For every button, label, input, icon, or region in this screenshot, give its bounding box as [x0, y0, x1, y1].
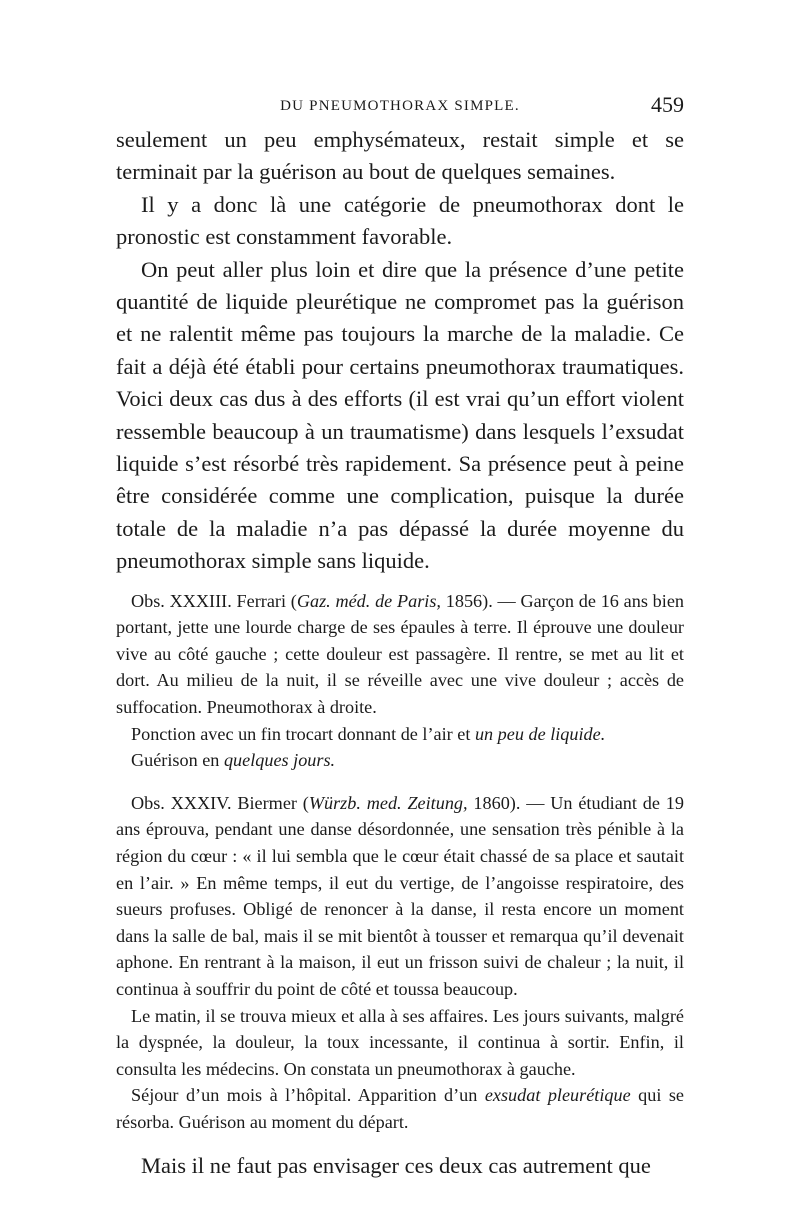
- page-number: 459: [651, 92, 684, 117]
- closing-paragraph: Mais il ne faut pas envisager ces deux cas autrement que: [141, 1152, 651, 1178]
- closing-text: [116, 1150, 684, 1182]
- observation-34-hospital-italic: exsudat pleurétique: [484, 1085, 631, 1106]
- observation-33-body: [116, 588, 684, 721]
- observation-34-morning: Le matin, il se trouva mieux et alla à ses affaires. Les jours suivants, malgré la dyspnée, la douleur, la toux incessante, il continua à sortir. Enfin, il consulta les médecins. On constata un pneumothorax à gauche.: [116, 1005, 684, 1079]
- observation-33-author: Ferrari (: [236, 590, 297, 611]
- observation-33-puncture: [116, 721, 684, 748]
- observation-34-hospital-text: Séjour d’un mois à l’hôpital. Apparition d’un: [131, 1085, 485, 1106]
- observation-33-recovery-italic: quelques jours.: [223, 750, 336, 771]
- observation-33-source: Gaz. méd. de Paris,: [296, 590, 441, 611]
- running-title: DU PNEUMOTHORAX SIMPLE.: [280, 98, 520, 114]
- observation-34-hospital-end: qui se résorba. Guérison au moment du départ.: [116, 1085, 684, 1132]
- observation-34-body: [116, 790, 684, 1003]
- observation-33-recovery: [116, 747, 684, 774]
- paragraph-continued: seulement un peu emphysémateux, restait simple et se terminait par la guérison au bout de quelques semaines.: [116, 127, 684, 185]
- observation-33-recovery-text: Guérison en: [131, 750, 224, 771]
- observation-33-puncture-italic: un peu de liquide.: [474, 723, 606, 744]
- observation-33-label: Obs. XXXIII.: [131, 590, 232, 611]
- observation-34-source: Würzb. med. Zeitung,: [308, 792, 468, 813]
- paragraph-prognosis: Il y a donc là une catégorie de pneumothorax dont le pronostic est constamment favorable.: [116, 191, 684, 250]
- observation-33-puncture-text: Ponction avec un fin trocart donnant de l’air et: [131, 723, 475, 744]
- observation-33: [116, 588, 684, 774]
- observation-34-text: 1860). — Un étudiant de 19 ans éprouva, pendant une danse désordonnée, une sensation très pénible à la région du cœur : « il lui sembla que le cœur était chassé de sa place et sautait en l’air. » En même temps, il eut du vertige, de l’angoisse respiratoire, des sueurs profuses. Obligé de renoncer à la danse, il resta encore un moment dans la salle de bal, mais il se mit bientôt à tousser et remarqua qu’il devenait aphone. En rentrant à la maison, il eut un frisson suivi de chaleur ; la nuit, il continua à souffrir du point de côté et toussa beaucoup.: [116, 792, 684, 999]
- page-text: [116, 124, 684, 1182]
- paragraph-liquid: On peut aller plus loin et dire que la présence d’une petite quantité de liquide pleurétique ne compromet pas la guérison et ne ralentit même pas toujours la marche de la maladie. Ce fait a déjà été établi pour certains pneumothorax traumatiques. Voici deux cas dus à des efforts (il est vrai qu’un effort violent ressemble beaucoup à un traumatisme) dans lesquels l’exsudat liquide s’est résorbé très rapidement. Sa présence peut à peine être considérée comme une complication, puisque la durée totale de la maladie n’a pas dépassé la durée moyenne du pneumothorax simple sans liquide.: [116, 256, 684, 574]
- observation-34-author: Biermer (: [237, 792, 309, 813]
- observation-33-text: 1856). — Garçon de 16 ans bien portant, jette une lourde charge de ses épaules à terre. Il éprouve une douleur vive au côté gauche ; cette douleur est passagère. Il rentre, se met au lit et dort. Au milieu de la nuit, il se réveille avec une vive douleur ; accès de suffocation. Pneumothorax à droite.: [116, 590, 684, 718]
- observation-34-hospital: [116, 1082, 684, 1135]
- main-text: [116, 124, 684, 578]
- page-header: [116, 92, 684, 122]
- observation-34: [116, 790, 684, 1136]
- observation-34-label: Obs. XXXIV.: [131, 792, 232, 813]
